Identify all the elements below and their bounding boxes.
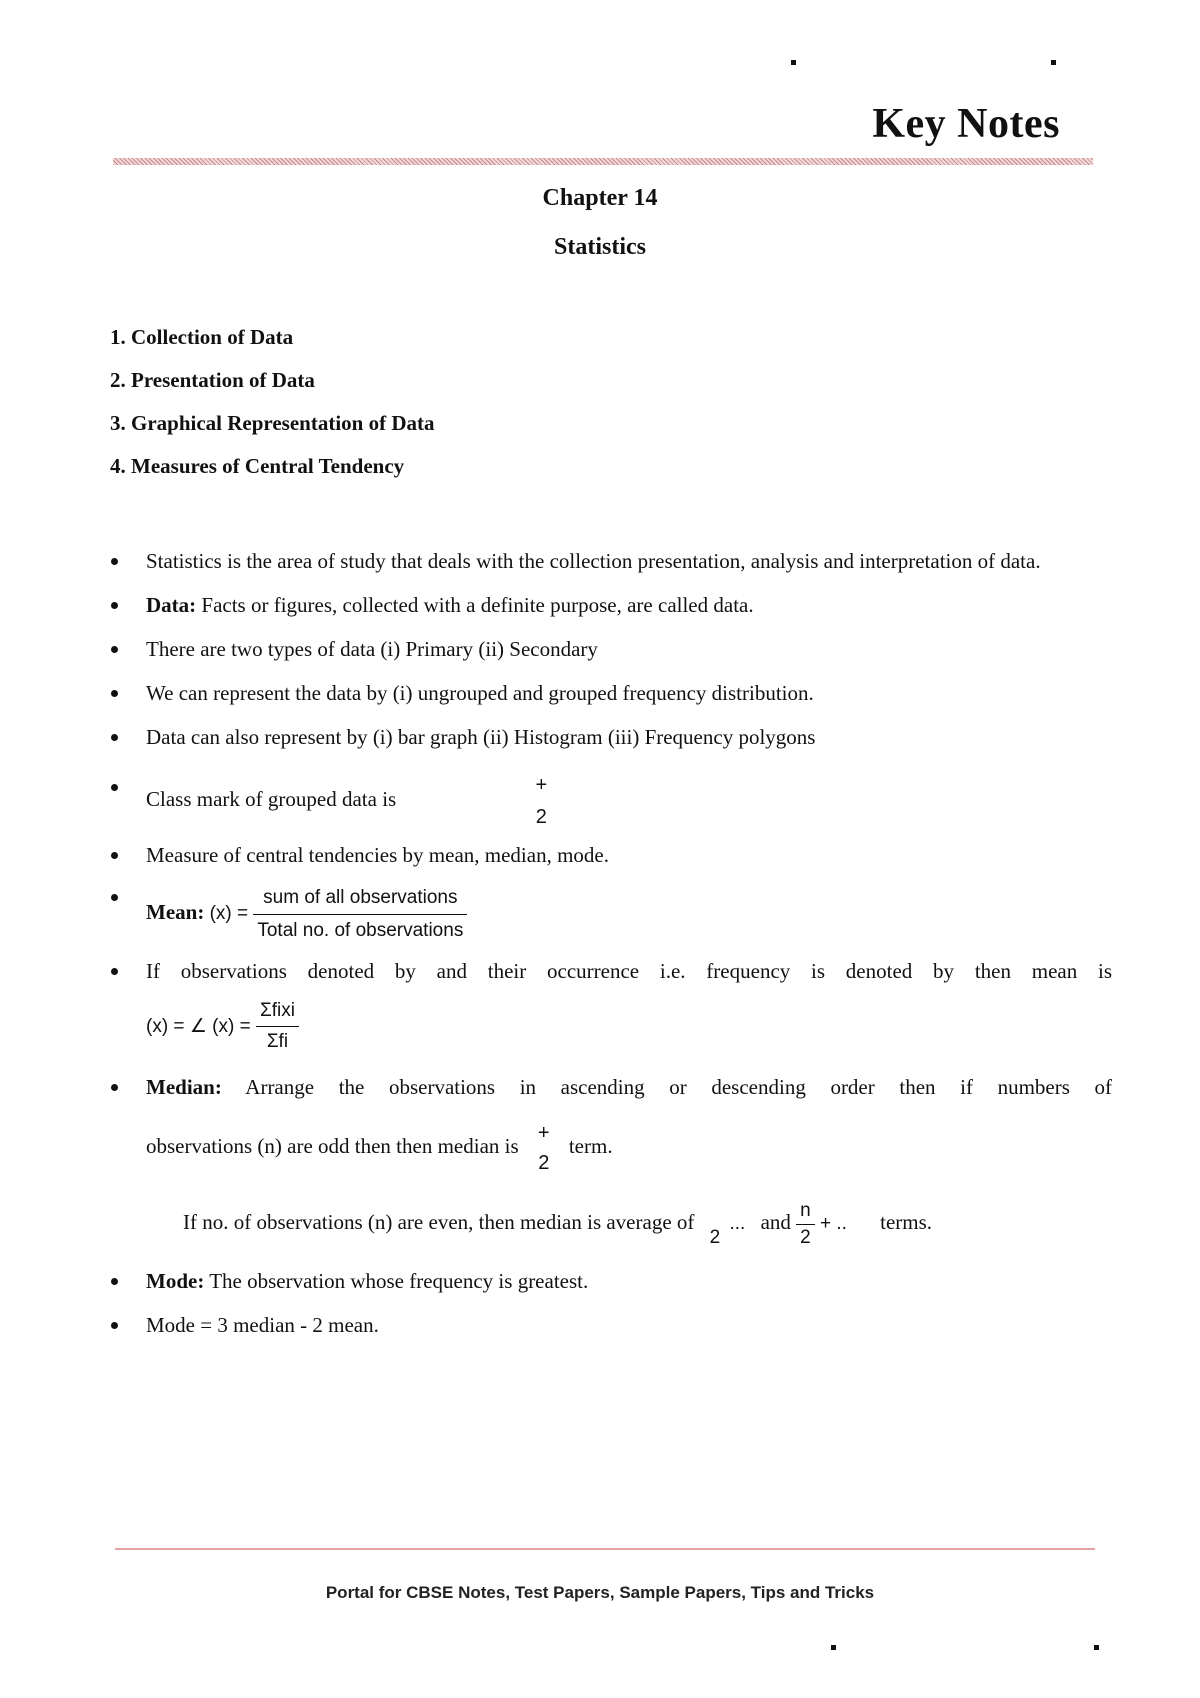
fraction-denominator: 2 bbox=[535, 806, 547, 829]
mean-symbol: (x) = bbox=[209, 903, 249, 924]
fraction-numerator: + bbox=[537, 1122, 550, 1145]
note-central-tendency bbox=[110, 834, 1112, 876]
note-text: If no. of observations (n) are even, then median is average of bbox=[183, 1210, 695, 1234]
fraction-numerator: sum of all observations bbox=[253, 882, 467, 915]
fraction-denominator: 2 bbox=[800, 1226, 811, 1248]
note-text: term. bbox=[568, 1134, 613, 1158]
note-text: and bbox=[760, 1210, 791, 1234]
note-text: terms. bbox=[880, 1210, 933, 1234]
topic-item: 1. Collection of Data bbox=[110, 325, 294, 349]
fraction-numerator: + bbox=[535, 774, 548, 797]
topic-list bbox=[110, 325, 435, 497]
note-representation bbox=[110, 672, 1112, 714]
note-label: Data: bbox=[146, 593, 197, 617]
median-even-line bbox=[110, 1184, 1112, 1260]
note-mode-formula bbox=[110, 1304, 1112, 1346]
corner-dot bbox=[831, 1645, 836, 1650]
footer-rule bbox=[115, 1548, 1095, 1550]
corner-dot bbox=[791, 60, 796, 65]
fraction-numerator: n bbox=[796, 1198, 815, 1225]
header-title: Key Notes bbox=[872, 101, 1060, 147]
chapter-name: Statistics bbox=[554, 234, 646, 260]
note-text: observations (n) are odd then then median is bbox=[146, 1134, 519, 1158]
mean-symbol: (x) = bbox=[212, 1016, 251, 1037]
fraction-denominator: Total no. of observations bbox=[257, 919, 464, 941]
class-mark-fraction bbox=[531, 769, 551, 833]
even-fraction-2 bbox=[796, 1198, 815, 1251]
plus-ellipsis: + .. bbox=[819, 1213, 847, 1234]
header-rule bbox=[113, 158, 1093, 165]
note-text: Statistics is the area of study that deals with the collection presentation, analysis and interpretation of data. bbox=[146, 549, 1041, 573]
footer-text: Portal for CBSE Notes, Test Papers, Sample Papers, Tips and Tricks bbox=[325, 1583, 875, 1602]
angle-symbol: ∠ bbox=[189, 1016, 207, 1037]
note-observations bbox=[110, 950, 1112, 992]
even-fraction-1 bbox=[706, 1196, 725, 1252]
note-text: Measure of central tendencies by mean, median, mode. bbox=[146, 843, 609, 867]
fraction-denominator: 2 bbox=[538, 1152, 550, 1175]
note-statistics-definition bbox=[110, 540, 1112, 582]
chapter-number: Chapter 14 bbox=[542, 185, 658, 211]
note-data-definition bbox=[110, 584, 1112, 626]
note-graph-representation bbox=[110, 716, 1112, 758]
median-fraction bbox=[534, 1118, 554, 1178]
note-text: The observation whose frequency is greatest. bbox=[204, 1269, 589, 1293]
weighted-mean-fraction bbox=[256, 996, 299, 1057]
note-label: Median: bbox=[146, 1075, 222, 1099]
fraction-denominator: Σfi bbox=[266, 1031, 289, 1053]
ellipsis: ... bbox=[729, 1213, 746, 1234]
corner-dot bbox=[1094, 1645, 1099, 1650]
note-text: Facts or figures, collected with a definite purpose, are called data. bbox=[196, 593, 754, 617]
fraction-numerator: Σfixi bbox=[256, 996, 299, 1027]
note-median bbox=[110, 1066, 1112, 1108]
corner-dot bbox=[1051, 60, 1056, 65]
note-label: Mode: bbox=[146, 1269, 205, 1293]
note-mean bbox=[110, 876, 1112, 948]
note-text: There are two types of data (i) Primary (ii) Secondary bbox=[146, 637, 598, 661]
note-text: We can represent the data by (i) ungrouped and grouped frequency distribution. bbox=[146, 681, 814, 705]
mean-symbol: (x) = bbox=[146, 1016, 185, 1037]
median-odd-line bbox=[110, 1108, 1112, 1184]
note-mode bbox=[110, 1260, 1112, 1302]
topic-item: 3. Graphical Representation of Data bbox=[110, 411, 435, 435]
note-label: Mean: bbox=[146, 900, 205, 924]
observations-formula bbox=[110, 992, 1112, 1062]
fraction-denominator: 2 bbox=[709, 1227, 721, 1249]
note-data-types bbox=[110, 628, 1112, 670]
note-text: If observations denoted by and their occurrence i.e. frequency is denoted by then mean is bbox=[146, 959, 1112, 983]
notes-body bbox=[110, 540, 1112, 1346]
note-text: Mode = 3 median - 2 mean. bbox=[146, 1313, 379, 1337]
note-class-mark bbox=[110, 766, 1112, 832]
note-text: Class mark of grouped data is bbox=[146, 787, 397, 811]
topic-item: 4. Measures of Central Tendency bbox=[110, 454, 405, 478]
mean-fraction bbox=[253, 882, 467, 947]
note-text: Data can also represent by (i) bar graph (ii) Histogram (iii) Frequency polygons bbox=[146, 725, 816, 749]
topic-item: 2. Presentation of Data bbox=[110, 368, 315, 392]
note-text: Arrange the observations in ascending or descending order then if numbers of bbox=[221, 1075, 1112, 1099]
